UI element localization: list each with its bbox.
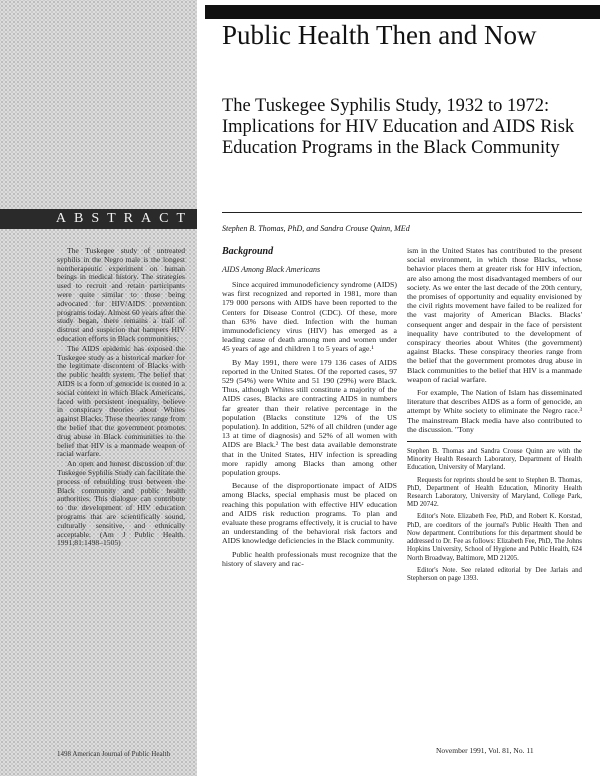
body-paragraph: ism in the United States has contributed to the present social environment, in which those Blacks, whose behavior places them at greater risk for HIV infection, are also among the most disadvantaged members of our society. As we enter the last decade of the 20th century, the promises of opportunity and equality envisioned by the civil rights movement have failed to be realized for the vast majority of American Blacks. Blacks' consequent anger and despair in the face of persistent inequality have contributed to the development of conspiracy theories about Whites (the government) against Blacks. These conspiracy theories range from the belief that the government promotes drug abuse in Black communities to the belief that HIV is a manmade weapon of racial warfare.	[407, 246, 582, 384]
author-affiliation-note: Stephen B. Thomas and Sandra Crouse Quinn are with the Minority Health Research Laboratory, Department of Health Education, University of Maryland.	[407, 448, 582, 472]
notes-divider	[407, 441, 581, 442]
body-column-left	[222, 246, 397, 572]
body-paragraph: Public health professionals must recognize that the history of slavery and rac-	[222, 549, 397, 568]
footer-journal: 1498 American Journal of Public Health	[57, 750, 170, 758]
title-divider	[222, 212, 582, 213]
reprint-request-note: Requests for reprints should be sent to Stephen B. Thomas, PhD, Department of Health Education, Minority Health Research Laboratory, University of Maryland, College Park, MD 20742.	[407, 476, 582, 509]
abstract-body	[57, 247, 185, 548]
article-title: The Tuskegee Syphilis Study, 1932 to 1972: Implications for HIV Education and AIDS Risk Education Programs in the Black Community	[222, 96, 575, 158]
section-title: Public Health Then and Now	[222, 20, 537, 50]
body-column-right	[407, 246, 582, 587]
body-paragraph: Because of the disproportionate impact of AIDS among Blacks, special emphasis must be placed on reaching this population with effective HIV education and AIDS risk reduction programs. To plan and evaluate these programs effectively, it is crucial to have an understanding of the behavioral risk factors and AIDS knowledge deficiencies in the Black community.	[222, 481, 397, 546]
abstract-paragraph: An open and honest discussion of the Tuskegee Syphilis Study can facilitate the process of rebuilding trust between the Black community and public health authorities. This dialogue can contribute to the development of HIV education programs that are scientifically sound, culturally sensitive, and ethnically acceptable. (Am J Public Health. 1991;81:1498–1505)	[57, 459, 185, 548]
body-paragraph: For example, The Nation of Islam has disseminated literature that describes AIDS as a form of genocide, an attempt by White society to eliminate the Negro race.³ The mainstream Black media have also contributed to the discussion. "Tony	[407, 388, 582, 434]
body-paragraph: By May 1991, there were 179 136 cases of AIDS reported in the United States. Of the reported cases, 97 529 (54%) were White and 51 190 (29%) were Black. Thus, although Whites still constitute a majority of the AIDS cases, Blacks are contracting AIDS in numbers far greater than their relative percentage in the population (Blacks constitute 12% of the US population). In addition, 52% of all children (under age 13 at time of diagnosis) and 52% of all women with AIDS are Black.² The best data available demonstrate that in the United States, HIV infection is spreading more rapidly among Blacks than among other population groups.	[222, 357, 397, 478]
abstract-paragraph: The Tuskegee study of untreated syphilis in the Negro male is the longest nontherapeutic experiment on human beings in medical history. The strategies used to recruit and retain participants were quite similar to those being advocated for HIV/AIDS prevention programs today. Almost 60 years after the study began, there remains a trail of distrust and suspicion that hampers HIV education efforts in Black communities.	[57, 246, 185, 343]
author-line: Stephen B. Thomas, PhD, and Sandra Crouse Quinn, MEd	[222, 224, 410, 233]
footer-issue: November 1991, Vol. 81, No. 11	[436, 746, 534, 755]
section-heading: Background	[222, 246, 274, 257]
header-black-bar	[205, 5, 600, 19]
body-paragraph: Since acquired immunodeficiency syndrome (AIDS) was first recognized and reported in 1981, more than 179 000 persons with AIDS have been reported to the Centers for Disease Control (CDC). Of these, more than 63% have died. Infection with the human immunodeficiency virus (HIV) has emerged as a leading cause of death among men and women under 45 years of age and children 1 to 5 years of age.¹	[222, 280, 397, 354]
editors-note-related: Editor's Note. See related editorial by Dee Jarlais and Stepherson on page 1393.	[407, 566, 582, 582]
subsection-heading: AIDS Among Black Americans	[222, 265, 321, 274]
abstract-heading: ABSTRACT	[0, 209, 197, 229]
editors-note: Editor's Note. Elizabeth Fee, PhD, and Robert K. Korstad, PhD, are coeditors of the journal's Public Health Then and Now department. Contributions for this department should be addressed to Dr. Fee as follows: Elizabeth Fee, PhD, The Johns Hopkins University, School of Hygiene and Public Health, 624 North Broadway, Baltimore, MD 21205.	[407, 513, 582, 562]
abstract-paragraph: The AIDS epidemic has exposed the Tuskegee study as a historical marker for the legitimate discontent of Blacks with the public health system. The belief that AIDS is a form of genocide is rooted in a social context in which Black Americans, faced with persistent inequality, believe in conspiracy theories about Whites against Blacks. These theories range from the belief that the government promotes drug abuse in Black communities to the belief that HIV is a manmade weapon of racial warfare.	[57, 343, 185, 459]
